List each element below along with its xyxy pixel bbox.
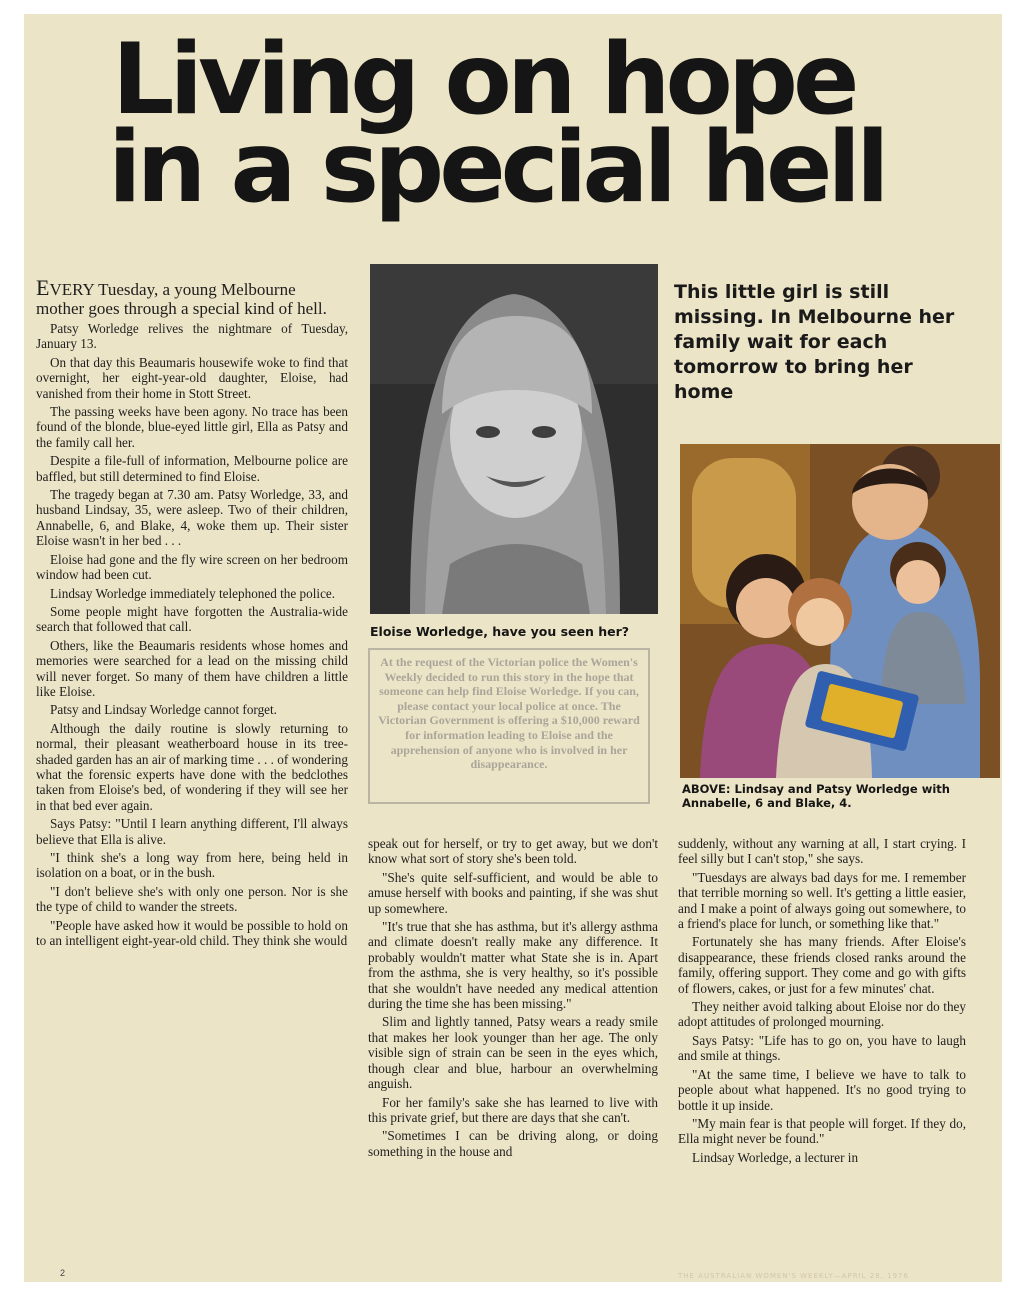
magazine-footer: THE AUSTRALIAN WOMEN'S WEEKLY—APRIL 28, 1976 bbox=[678, 1272, 909, 1280]
paragraph: They neither avoid talking about Eloise nor do they adopt attitudes of prolonged mourning. bbox=[678, 999, 966, 1030]
paragraph: Eloise had gone and the fly wire screen on her bedroom window had been cut. bbox=[36, 551, 348, 583]
paragraph: The passing weeks have been agony. No trace has been found of the blonde, blue-eyed little girl, Ella as Patsy and the family call her. bbox=[36, 404, 348, 450]
paragraph: Says Patsy: "Until I learn anything different, I'll always believe that Ella is alive. bbox=[36, 816, 348, 847]
paragraph: "I don't believe she's with only one person. Nor is she the type of child to wander the streets. bbox=[36, 883, 348, 915]
paragraph: suddenly, without any warning at all, I start crying. I feel silly but I can't stop," she says. bbox=[678, 836, 966, 867]
paragraph: Some people might have forgotten the Australia-wide search that followed that call. bbox=[36, 603, 348, 635]
family-photo-caption: ABOVE: Lindsay and Patsy Worledge with Annabelle, 6 and Blake, 4. bbox=[682, 782, 950, 810]
article-column-1 bbox=[36, 275, 348, 951]
paragraph: Patsy Worledge relives the nightmare of Tuesday, January 13. bbox=[36, 321, 348, 352]
lead-text: VERY Tuesday, a young Melbourne mother goes through a special kind of hell. bbox=[36, 280, 327, 318]
paragraph: "I think she's a long way from here, being held in isolation on a boat, or in the bush. bbox=[36, 850, 348, 881]
paragraph: speak out for herself, or try to get away, but we don't know what sort of story she's been told. bbox=[368, 836, 658, 867]
police-notice-box: At the request of the Victorian police the Women's Weekly decided to run this story in the hope that someone can help find Eloise Worledge. If you can, please contact your local police at once. The Victorian Government is offering a $10,000 reward for information leading to Eloise and the apprehension of anyone who is involved in her disappearance. bbox=[368, 648, 650, 804]
paragraph: Others, like the Beaumaris residents whose homes and memories were searched for a lead on the missing child will never forget. So many of them have children a little like Eloise. bbox=[36, 637, 348, 699]
standfirst: This little girl is still missing. In Melbourne her family wait for each tomorrow to bring her home bbox=[674, 281, 955, 403]
headline-line-1: Living on hope bbox=[112, 23, 855, 137]
headline-line-2: in a special hell bbox=[108, 111, 885, 225]
eloise-portrait-photo bbox=[370, 264, 658, 614]
paragraph: Lindsay Worledge immediately telephoned the police. bbox=[50, 585, 336, 601]
headline bbox=[108, 23, 942, 225]
paragraph: Patsy and Lindsay Worledge cannot forget. bbox=[50, 702, 277, 718]
paragraph: For her family's sake she has learned to live with this private grief, but there are days that she can't. bbox=[368, 1094, 658, 1125]
paragraph: "Tuesdays are always bad days for me. I remember that terrible morning so well. It's getting a little easier, and I make a point of always going out somewhere, to a friend's place for lunch, or something like that." bbox=[678, 869, 966, 932]
paragraph: "Sometimes I can be driving along, or doing something in the house and bbox=[368, 1128, 658, 1159]
family-photo bbox=[680, 444, 1000, 778]
paragraph: Says Patsy: "Life has to go on, you have to laugh and smile at things. bbox=[678, 1032, 966, 1064]
paragraph: "My main fear is that people will forget. If they do, Ella might never be found." bbox=[678, 1115, 966, 1147]
article-column-2 bbox=[368, 836, 658, 1162]
paragraph: "People have asked how it would be possible to hold on to an intelligent eight-year-old child. They think she would bbox=[36, 917, 348, 949]
paragraph: Although the daily routine is slowly returning to normal, their pleasant weatherboard house in its tree-shaded garden has an air of marking time . . . of wondering what the forensic experts have done with the bedclothes taken from Eloise's bed, of wondering if they will see her in that bed ever again. bbox=[36, 720, 348, 813]
paragraph: Slim and lightly tanned, Patsy wears a ready smile that makes her look younger than her age. The only visible sign of strain can be seen in the eyes which, though clear and blue, harbour an overwhelming anguish. bbox=[368, 1014, 658, 1092]
paragraph: Fortunately she has many friends. After Eloise's disappearance, these friends closed ranks around the family, offering support. They come and go with gifts of flowers, cakes, or just for a few minutes' chat. bbox=[678, 934, 966, 996]
paragraph: On that day this Beaumaris housewife woke to find that overnight, her eight-year-old daughter, Eloise, had vanished from their home in Stott Street. bbox=[36, 354, 348, 401]
paragraph: Despite a file-full of information, Melbourne police are baffled, but still determined to find Eloise. bbox=[36, 453, 348, 484]
article-column-3 bbox=[678, 836, 966, 1168]
paragraph: "It's true that she has asthma, but it's allergy asthma and climate doesn't really make any difference. It probably wouldn't matter what State she is in. Apart from the asthma, she is very healthy, so it's possible that she wouldn't have needed any medical attention during the time she has been missing." bbox=[368, 919, 658, 1012]
page-number: 2 bbox=[60, 1268, 66, 1278]
drop-cap: E bbox=[36, 275, 50, 300]
paragraph: "At the same time, I believe we have to talk to people about what happened. It's no good trying to bottle it up inside. bbox=[678, 1066, 966, 1113]
paragraph: Lindsay Worledge, a lecturer in bbox=[692, 1149, 859, 1165]
paragraph: "She's quite self-sufficient, and would be able to amuse herself with books and painting, if she was shut up somewhere. bbox=[368, 869, 658, 916]
paragraph: The tragedy began at 7.30 am. Patsy Worledge, 33, and husband Lindsay, 35, were asleep. Two of their children, Annabelle, 6, and Blake, 4, woke them up. Their sister Eloise wasn't in her bed . . . bbox=[36, 487, 348, 549]
lead-paragraph bbox=[36, 275, 348, 318]
portrait-caption: Eloise Worledge, have you seen her? bbox=[370, 624, 630, 639]
